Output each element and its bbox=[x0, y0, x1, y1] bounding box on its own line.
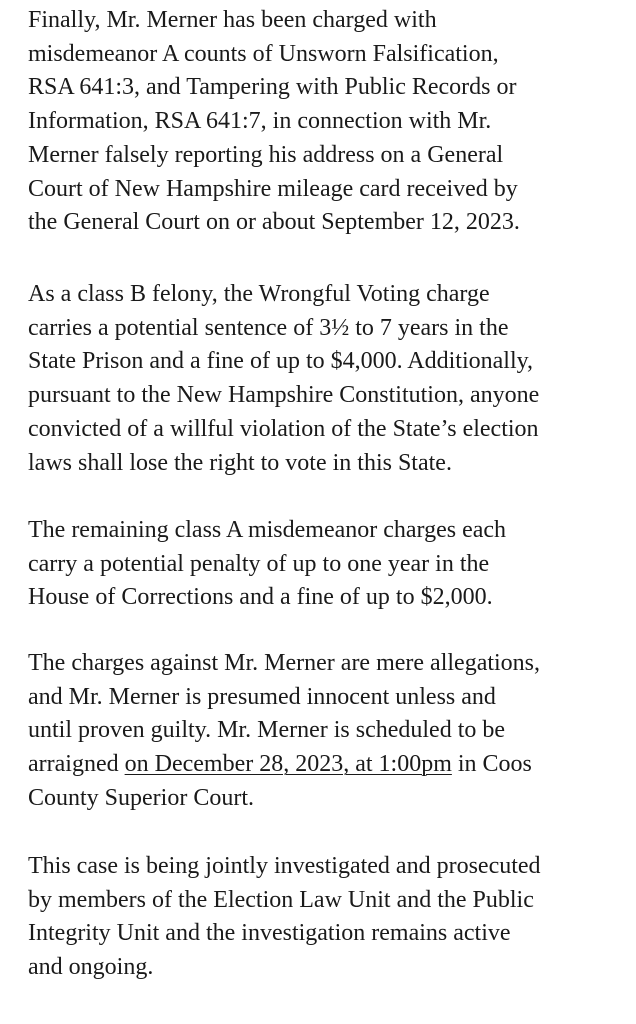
text-line: As a class B felony, the Wrongful Voting charge bbox=[28, 281, 490, 307]
text-line: House of Corrections and a fine of up to $2,000. bbox=[28, 584, 493, 611]
text-line: State Prison and a fine of up to $4,000. Additionally, bbox=[28, 348, 534, 375]
text-line: and Mr. Merner is presumed innocent unless and bbox=[28, 683, 496, 710]
text-line: until proven guilty. Mr. Merner is scheduled to be bbox=[28, 717, 506, 744]
presumption-of-innocence-paragraph bbox=[28, 647, 540, 816]
text-line: Information, RSA 641:7, in connection with Mr. bbox=[28, 108, 492, 135]
text-line: County Superior Court. bbox=[28, 784, 254, 811]
text-line: by members of the Election Law Unit and the Public bbox=[28, 886, 534, 913]
text-line: The charges against Mr. Merner are mere allegations, bbox=[28, 650, 541, 676]
arraignment-date: on December 28, 2023, at 1:00pm bbox=[124, 751, 452, 778]
text-line: convicted of a willful violation of the State’s election bbox=[28, 415, 539, 442]
text-line: Court of New Hampshire mileage card received by bbox=[28, 175, 518, 202]
text-line: Merner falsely reporting his address on a General bbox=[28, 141, 504, 168]
text-line: carries a potential sentence of 3½ to 7 years in the bbox=[28, 314, 509, 341]
misdemeanor-penalty-paragraph bbox=[28, 514, 506, 615]
text-line: the General Court on or about September 12, 2023. bbox=[28, 209, 520, 236]
text-line: carry a potential penalty of up to one year in the bbox=[28, 550, 490, 577]
text-line: misdemeanor A counts of Unsworn Falsification, bbox=[28, 40, 499, 67]
text-line: RSA 641:3, and Tampering with Public Records or bbox=[28, 74, 517, 101]
arraignment-suffix: in Coos bbox=[451, 751, 532, 778]
felony-sentence-paragraph bbox=[28, 278, 539, 480]
investigation-status-paragraph bbox=[28, 850, 541, 985]
text-line: pursuant to the New Hampshire Constitution, anyone bbox=[28, 382, 540, 409]
text-line: This case is being jointly investigated and prosecuted bbox=[28, 853, 541, 879]
text-line: laws shall lose the right to vote in this State. bbox=[28, 449, 452, 476]
text-line: Finally, Mr. Merner has been charged with bbox=[28, 7, 437, 33]
text-line: Integrity Unit and the investigation remains active bbox=[28, 920, 511, 947]
arraignment-line bbox=[28, 748, 540, 782]
text-line: and ongoing. bbox=[28, 954, 154, 981]
text-line: The remaining class A misdemeanor charges each bbox=[28, 517, 507, 543]
arraignment-prefix: arraigned bbox=[28, 751, 125, 778]
mileage-card-charges-paragraph bbox=[28, 4, 520, 240]
